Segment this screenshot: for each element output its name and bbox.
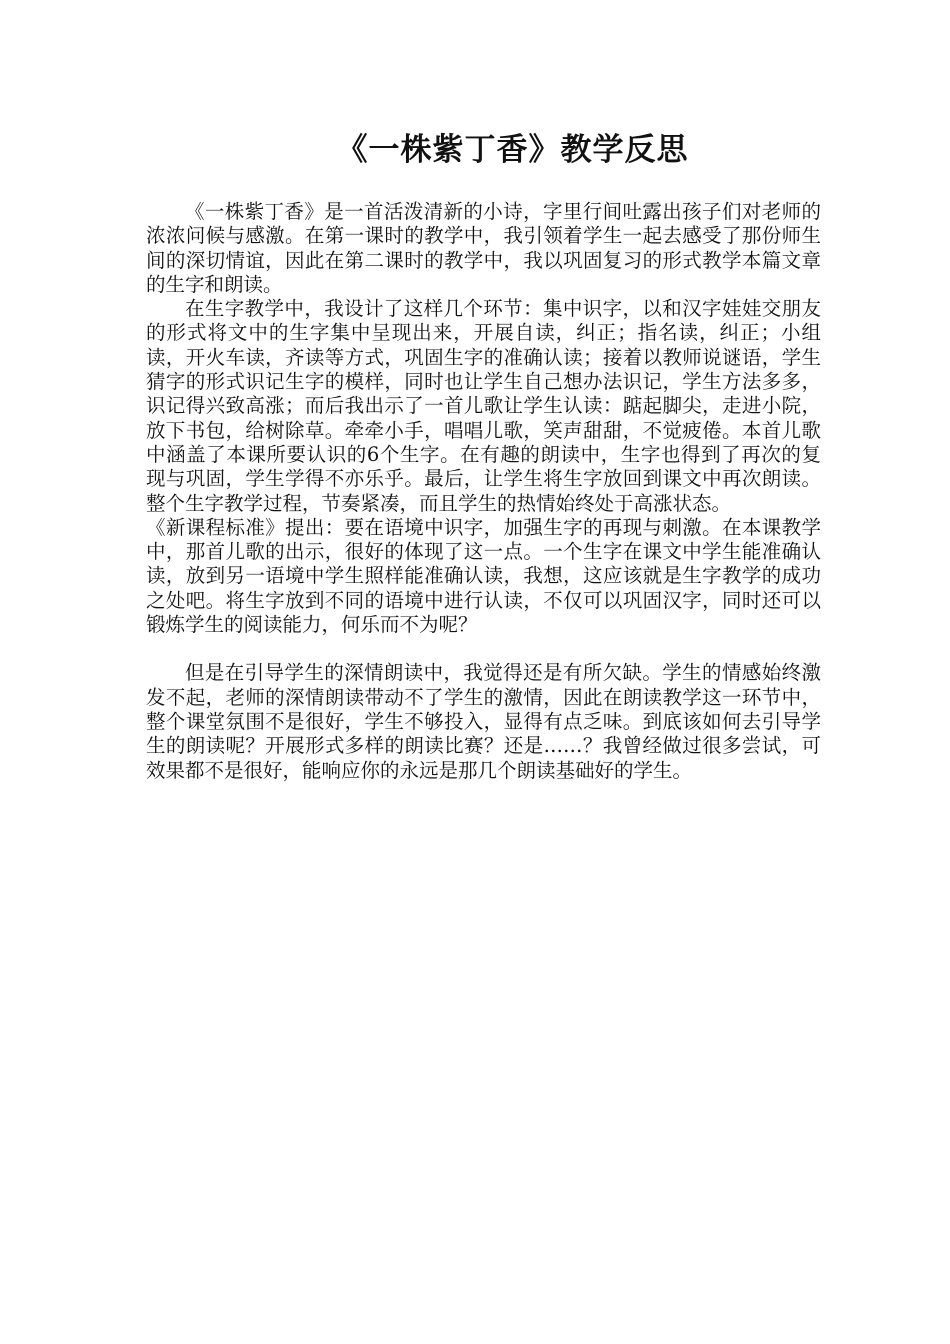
paragraph-spacer [146, 637, 821, 661]
document-title: 《一株紫丁香》教学反思 [336, 132, 689, 168]
paragraph-character-teaching: 在生字教学中，我设计了这样几个环节：集中识字，以和汉字娃娃交朋友的形式将文中的生字集中呈现出来，开展自读，纠正；指名读，纠正；小组读，开火车读，齐读等方式，巩固生字的准确认读；接着以教师说谜语，学生猜字的形式识记生字的模样，同时也让学生自己想办法识记，学生方法多多，识记得兴致高涨；而后我出示了一首儿歌让学生认读：踮起脚尖，走进小院，放下书包，给树除草。牵牵小手，唱唱儿歌，笑声甜甜，不觉疲倦。本首儿歌中涵盖了本课所要认识的6个生字。在有趣的朗读中，生字也得到了再次的复现与巩固，学生学得不亦乐乎。最后，让学生将生字放回到课文中再次朗读。整个生字教学过程，节奏紧凑，而且学生的热情始终处于高涨状态。 [146, 297, 821, 515]
paragraph-curriculum-standard: 《新课程标准》提出：要在语境中识字，加强生字的再现与刺激。在本课教学中，那首儿歌的出示，很好的体现了这一点。一个生字在课文中学生能准确认读，放到另一语境中学生照样能准确认读，我想，这应该就是生字教学的成功之处吧。将生字放到不同的语境中进行认读，不仅可以巩固汉字，同时还可以锻炼学生的阅读能力，何乐而不为呢？ [146, 515, 821, 637]
paragraph-intro: 《一株紫丁香》是一首活泼清新的小诗，字里行间吐露出孩子们对老师的浓浓问候与感激。在第一课时的教学中，我引领着学生一起去感受了那份师生间的深切情谊，因此在第二课时的教学中，我以巩固复习的形式教学本篇文章的生字和朗读。 [146, 200, 821, 296]
paragraph-reflection: 但是在引导学生的深情朗读中，我觉得还是有所欠缺。学生的情感始终激发不起，老师的深情朗读带动不了学生的激情，因此在朗读教学这一环节中，整个课堂氛围不是很好，学生不够投入，显得有点乏味。到底该如何去引导学生的朗读呢？开展形式多样的朗读比赛？还是……？我曾经做过很多尝试，可效果都不是很好，能响应你的永远是那几个朗读基础好的学生。 [146, 661, 821, 782]
document-body [146, 200, 821, 783]
